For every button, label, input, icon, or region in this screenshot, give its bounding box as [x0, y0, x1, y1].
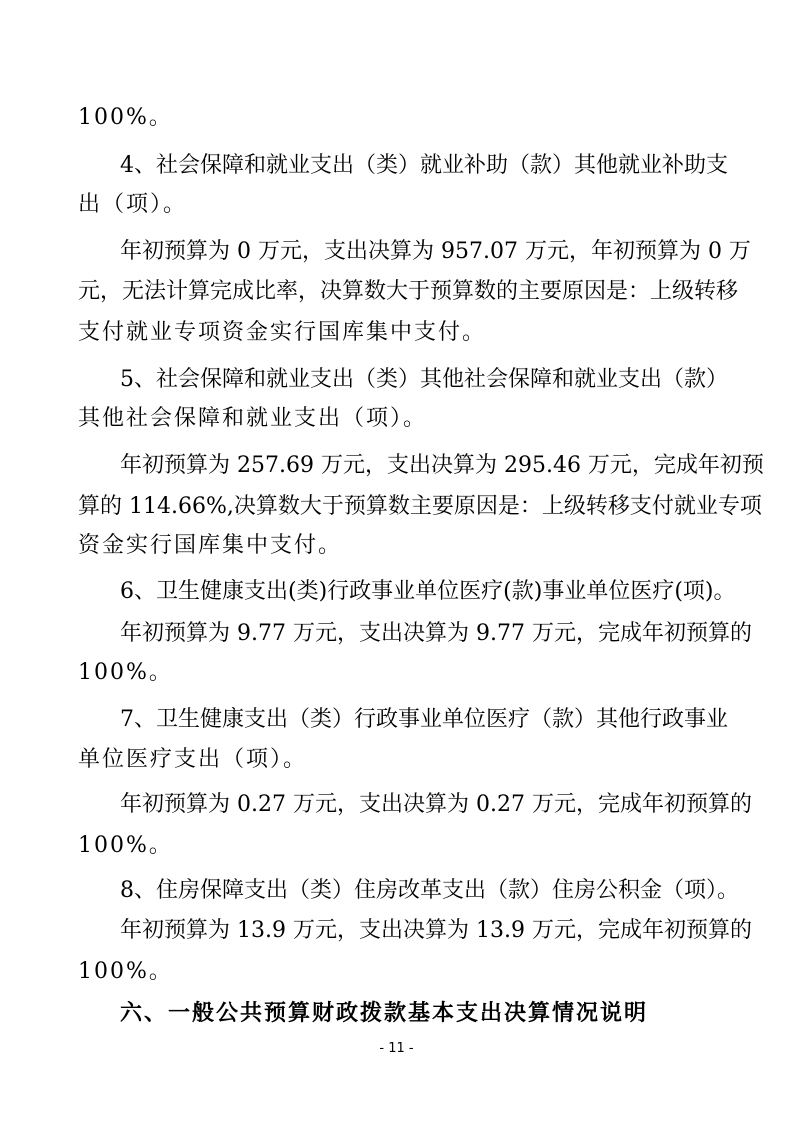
text-line: 100%。 — [78, 959, 173, 984]
text-line: 100%。 — [78, 833, 173, 858]
text-line: 出（项）。 — [78, 192, 188, 217]
text-line: 5、社会保障和就业支出（类）其他社会保障和就业支出（款） — [120, 367, 728, 392]
text-line: 100%。 — [78, 105, 173, 130]
text-line: 支付就业专项资金实行国库集中支付。 — [78, 320, 487, 345]
text-line: 年初预算为 257.69 万元，支出决算为 295.46 万元，完成年初预 — [120, 453, 764, 478]
text-line: 单位医疗支出（项）。 — [78, 747, 308, 772]
text-line: 年初预算为 9.77 万元，支出决算为 9.77 万元，完成年初预算的 — [120, 621, 752, 646]
text-line: 元，无法计算完成比率，决算数大于预算数的主要原因是：上级转移 — [78, 279, 739, 304]
text-line: 年初预算为 13.9 万元，支出决算为 13.9 万元，完成年初预算的 — [120, 918, 752, 943]
text-line: 算的 114.66%,决算数大于预算数主要原因是：上级转移支付就业专项 — [78, 494, 762, 519]
text-line: 年初预算为 0.27 万元，支出决算为 0.27 万元，完成年初预算的 — [120, 792, 752, 817]
text-line: 100%。 — [78, 660, 173, 685]
text-line: 7、卫生健康支出（类）行政事业单位医疗（款）其他行政事业 — [120, 707, 728, 732]
text-line: 4、社会保障和就业支出（类）就业补助（款）其他就业补助支 — [120, 153, 728, 178]
page-number: - 11 - — [379, 1041, 414, 1056]
text-line: 6、卫生健康支出(类)行政事业单位医疗(款)事业单位医疗(项)。 — [120, 579, 736, 604]
section-heading: 六、一般公共预算财政拨款基本支出决算情况说明 — [120, 1000, 649, 1026]
text-line: 8、住房保障支出（类）住房改革支出（款）住房公积金（项）。 — [120, 878, 739, 903]
text-line: 资金实行国库集中支付。 — [78, 533, 343, 558]
text-line: 其他社会保障和就业支出（项）。 — [78, 406, 428, 431]
text-line: 年初预算为 0 万元，支出决算为 957.07 万元，年初预算为 0 万 — [120, 239, 751, 264]
